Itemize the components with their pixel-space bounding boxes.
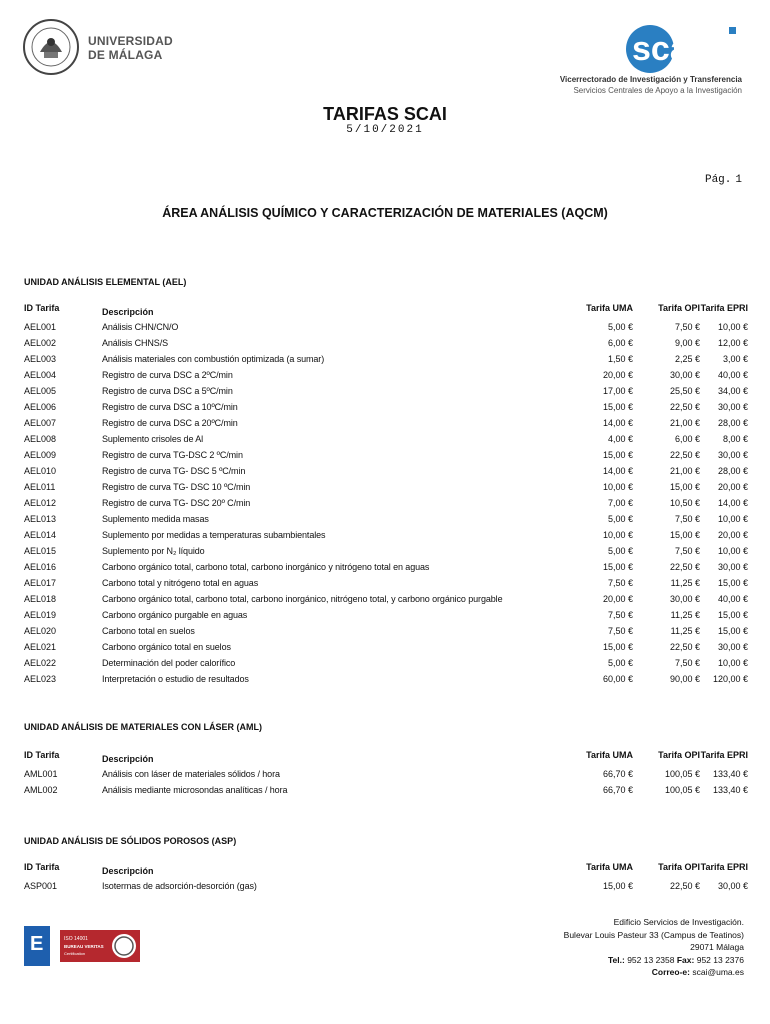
table-row: [24, 782, 748, 798]
cell-id: AML001: [24, 769, 58, 779]
table-row: [24, 319, 748, 335]
cell-description: Registro de curva TG- DSC 10 ºC/min: [102, 482, 251, 492]
cell-tarifa-uma: 5,00 €: [607, 658, 633, 668]
cell-id: AEL016: [24, 562, 57, 572]
cell-id: AEL005: [24, 386, 57, 396]
cell-description: Suplemento crisoles de Al: [102, 434, 204, 444]
cell-tarifa-opi: 90,00 €: [669, 674, 700, 684]
cell-description: Carbono total en suelos: [102, 626, 195, 636]
cell-id: AEL017: [24, 578, 57, 588]
col-opi-header: Tarifa OPI: [658, 862, 700, 872]
cell-id: ASP001: [24, 881, 58, 891]
section-title: UNIDAD ANÁLISIS DE MATERIALES CON LÁSER (AML): [24, 722, 262, 732]
cell-tarifa-uma: 10,00 €: [602, 482, 633, 492]
cell-tarifa-epri: 28,00 €: [717, 418, 748, 428]
cell-description: Suplemento por medidas a temperaturas subambientales: [102, 530, 326, 540]
cell-id: AEL001: [24, 322, 57, 332]
address-line: Bulevar Louis Pasteur 33 (Campus de Teatinos): [563, 929, 744, 940]
cell-tarifa-epri: 12,00 €: [717, 338, 748, 348]
university-seal-logo: [22, 18, 80, 76]
cell-tarifa-epri: 40,00 €: [717, 370, 748, 380]
cert-label: ISO 14001: [64, 936, 88, 942]
cell-id: AEL015: [24, 546, 57, 556]
cell-id: AEL013: [24, 514, 57, 524]
cell-tarifa-uma: 15,00 €: [602, 450, 633, 460]
section-ael: [24, 277, 748, 687]
cell-description: Registro de curva TG- DSC 5 ºC/min: [102, 466, 246, 476]
cell-description: Registro de curva TG-DSC 2 ºC/min: [102, 450, 243, 460]
cell-tarifa-opi: 11,25 €: [670, 610, 700, 620]
document-date: 5/10/2021: [346, 124, 424, 136]
cell-tarifa-uma: 14,00 €: [602, 466, 633, 476]
table-row: [24, 463, 748, 479]
col-epri-header: Tarifa EPRI: [700, 303, 748, 313]
cell-tarifa-opi: 11,25 €: [670, 578, 700, 588]
cell-tarifa-uma: 15,00 €: [602, 642, 633, 652]
cell-tarifa-epri: 14,00 €: [717, 498, 748, 508]
cell-tarifa-epri: 30,00 €: [717, 642, 748, 652]
cell-tarifa-uma: 10,00 €: [602, 530, 633, 540]
cell-id: AEL004: [24, 370, 57, 380]
cell-description: Registro de curva DSC a 2ºC/min: [102, 370, 233, 380]
cell-description: Interpretación o estudio de resultados: [102, 674, 249, 684]
cell-description: Carbono orgánico total en suelos: [102, 642, 231, 652]
cell-tarifa-uma: 5,00 €: [607, 322, 633, 332]
cell-description: Suplemento por N₂ líquido: [102, 546, 205, 556]
cell-tarifa-opi: 30,00 €: [669, 370, 700, 380]
cell-tarifa-uma: 1,50 €: [607, 354, 633, 364]
cell-tarifa-epri: 40,00 €: [717, 594, 748, 604]
table-row: [24, 655, 748, 671]
cell-id: AEL020: [24, 626, 57, 636]
vicerrectorado-block: [560, 74, 742, 96]
cell-tarifa-epri: 10,00 €: [717, 546, 748, 556]
table-row: [24, 607, 748, 623]
table-row: [24, 367, 748, 383]
cell-tarifa-uma: 20,00 €: [602, 370, 633, 380]
cell-description: Análisis con láser de materiales sólidos / hora: [102, 769, 280, 779]
cell-tarifa-opi: 22,50 €: [669, 642, 700, 652]
page-title: TARIFAS SCAI: [323, 104, 447, 124]
cell-tarifa-opi: 22,50 €: [669, 881, 700, 891]
cell-tarifa-epri: 20,00 €: [717, 482, 748, 492]
cell-description: Registro de curva DSC a 20ºC/min: [102, 418, 238, 428]
cell-tarifa-epri: 10,00 €: [717, 514, 748, 524]
cell-tarifa-opi: 22,50 €: [669, 450, 700, 460]
table-row: [24, 511, 748, 527]
cell-description: Carbono orgánico purgable en aguas: [102, 610, 248, 620]
cell-description: Análisis CHNS/S: [102, 338, 169, 348]
cell-description: Carbono total y nitrógeno total en aguas: [102, 578, 259, 588]
cell-tarifa-epri: 34,00 €: [717, 386, 748, 396]
university-name-line1: UNIVERSIDAD: [88, 34, 173, 48]
cell-tarifa-epri: 8,00 €: [722, 434, 748, 444]
cell-tarifa-uma: 15,00 €: [602, 562, 633, 572]
cell-id: AML002: [24, 785, 58, 795]
table-row: [24, 415, 748, 431]
cell-id: AEL018: [24, 594, 57, 604]
page-label: Pág.: [704, 174, 732, 186]
cell-description: Determinación del poder calorífico: [102, 658, 236, 668]
area-title: ÁREA ANÁLISIS QUÍMICO Y CARACTERIZACIÓN DE MATERIALES (AQCM): [162, 206, 608, 220]
cell-id: AEL002: [24, 338, 57, 348]
col-epri-header: Tarifa EPRI: [700, 862, 748, 872]
cell-tarifa-opi: 100,05 €: [664, 769, 700, 779]
email-label: Correo-e:: [651, 967, 690, 977]
cell-description: Análisis CHN/CN/O: [102, 322, 179, 332]
cell-tarifa-opi: 100,05 €: [664, 785, 700, 795]
cell-description: Registro de curva DSC a 5ºC/min: [102, 386, 233, 396]
table-row: [24, 591, 748, 607]
tel-value: 952 13 2358: [627, 954, 675, 965]
email-link[interactable]: scai@uma.es: [692, 967, 744, 977]
cell-id: AEL009: [24, 450, 57, 460]
cell-tarifa-epri: 15,00 €: [717, 626, 748, 636]
cell-tarifa-uma: 60,00 €: [602, 674, 633, 684]
cell-tarifa-epri: 30,00 €: [717, 562, 748, 572]
cell-tarifa-opi: 25,50 €: [669, 386, 700, 396]
cell-id: AEL011: [24, 482, 56, 492]
cell-tarifa-opi: 7,50 €: [674, 514, 700, 524]
col-id-header: ID Tarifa: [24, 862, 60, 872]
cell-tarifa-epri: 30,00 €: [717, 450, 748, 460]
cell-tarifa-uma: 14,00 €: [602, 418, 633, 428]
section-title: UNIDAD ANÁLISIS ELEMENTAL (AEL): [24, 277, 187, 287]
fax-value: 952 13 2376: [696, 954, 744, 965]
vicerrectorado-text: Vicerrectorado de Investigación y Transferencia: [559, 75, 742, 84]
certification-logos: [24, 926, 142, 966]
cell-tarifa-opi: 7,50 €: [674, 658, 700, 668]
cell-tarifa-opi: 7,50 €: [674, 546, 700, 556]
cell-id: AEL006: [24, 402, 57, 412]
table-row: [24, 623, 748, 639]
servicios-text: Servicios Centrales de Apoyo a la Investigación: [573, 86, 742, 95]
cell-tarifa-opi: 10,50 €: [669, 498, 700, 508]
col-uma-header: Tarifa UMA: [586, 862, 633, 872]
cell-description: Registro de curva DSC a 10ºC/min: [102, 402, 238, 412]
cell-tarifa-opi: 22,50 €: [669, 562, 700, 572]
cell-tarifa-uma: 15,00 €: [602, 881, 633, 891]
table-row: [24, 575, 748, 591]
cell-tarifa-opi: 2,25 €: [674, 354, 700, 364]
university-name: [88, 34, 173, 62]
table-row: [24, 351, 748, 367]
cell-tarifa-uma: 20,00 €: [602, 594, 633, 604]
cert-org: BUREAU VERITAS: [64, 944, 104, 949]
cell-id: AEL021: [24, 642, 57, 652]
cell-tarifa-uma: 7,50 €: [607, 610, 633, 620]
university-name-line2: DE MÁLAGA: [88, 48, 163, 62]
scai-logo: [624, 24, 744, 74]
table-header: [24, 750, 748, 766]
table-row: [24, 447, 748, 463]
cell-tarifa-epri: 30,00 €: [717, 881, 748, 891]
col-opi-header: Tarifa OPI: [658, 303, 700, 313]
col-desc-header: Descripción: [102, 307, 154, 317]
table-row: [24, 383, 748, 399]
cell-description: Análisis mediante microsondas analíticas / hora: [102, 785, 288, 795]
page-number: [701, 174, 742, 186]
cell-description: Registro de curva TG- DSC 20º C/min: [102, 498, 251, 508]
cert-sub: Certification: [64, 951, 86, 956]
cell-tarifa-uma: 66,70 €: [602, 769, 633, 779]
cell-description: Análisis materiales con combustión optimizada (a sumar): [102, 354, 325, 364]
cell-id: AEL003: [24, 354, 57, 364]
table-row: [24, 399, 748, 415]
table-header: [24, 303, 748, 319]
cell-tarifa-opi: 21,00 €: [669, 466, 700, 476]
table-row: [24, 559, 748, 575]
table-row: [24, 639, 748, 655]
cell-tarifa-epri: 20,00 €: [717, 530, 748, 540]
phone-line: [564, 954, 744, 967]
col-id-header: ID Tarifa: [24, 750, 60, 760]
cell-tarifa-uma: 66,70 €: [602, 785, 633, 795]
cell-id: AEL023: [24, 674, 57, 684]
cell-tarifa-epri: 120,00 €: [712, 674, 748, 684]
cell-tarifa-uma: 15,00 €: [602, 402, 633, 412]
section-aml: [24, 722, 748, 798]
section-title: UNIDAD ANÁLISIS DE SÓLIDOS POROSOS (ASP): [24, 836, 237, 846]
cell-id: AEL010: [24, 466, 57, 476]
cell-tarifa-opi: 15,00 €: [669, 482, 700, 492]
footer-address: [564, 916, 744, 979]
cell-tarifa-opi: 6,00 €: [674, 434, 700, 444]
cell-tarifa-epri: 15,00 €: [717, 578, 748, 588]
table-row: [24, 766, 748, 782]
tel-label: Tel.:: [607, 954, 625, 965]
col-id-header: ID Tarifa: [24, 303, 60, 313]
cell-tarifa-opi: 30,00 €: [669, 594, 700, 604]
col-opi-header: Tarifa OPI: [658, 750, 700, 760]
col-desc-header: Descripción: [102, 754, 154, 764]
table-row: [24, 671, 748, 687]
section-asp: [24, 836, 748, 894]
table-body: [24, 766, 748, 798]
cell-tarifa-epri: 133,40 €: [712, 785, 748, 795]
table-row: [24, 495, 748, 511]
cell-tarifa-uma: 17,00 €: [602, 386, 633, 396]
address-line: 29071 Málaga: [690, 942, 744, 952]
cell-tarifa-uma: 6,00 €: [607, 338, 633, 348]
table-body: [24, 319, 748, 687]
cell-tarifa-epri: 10,00 €: [717, 322, 748, 332]
col-uma-header: Tarifa UMA: [586, 750, 633, 760]
cell-description: Carbono orgánico total, carbono total, carbono inorgánico y nitrógeno total en aguas: [102, 562, 430, 572]
cell-tarifa-epri: 28,00 €: [717, 466, 748, 476]
table-row: [24, 479, 748, 495]
cell-tarifa-uma: 4,00 €: [607, 434, 633, 444]
table-header: [24, 862, 748, 878]
cell-id: AEL008: [24, 434, 57, 444]
cell-tarifa-epri: 15,00 €: [717, 610, 748, 620]
cell-tarifa-epri: 3,00 €: [722, 354, 748, 364]
table-row: [24, 543, 748, 559]
cell-tarifa-epri: 30,00 €: [717, 402, 748, 412]
cell-tarifa-epri: 10,00 €: [717, 658, 748, 668]
cell-tarifa-uma: 7,50 €: [607, 626, 633, 636]
cell-tarifa-opi: 21,00 €: [669, 418, 700, 428]
cell-tarifa-uma: 5,00 €: [607, 514, 633, 524]
cell-tarifa-uma: 5,00 €: [607, 546, 633, 556]
fax-label: Fax:: [676, 954, 695, 965]
cell-tarifa-uma: 7,00 €: [607, 498, 633, 508]
cell-id: AEL014: [24, 530, 57, 540]
scai-logo-text: scai: [632, 30, 699, 68]
cell-id: AEL019: [24, 610, 57, 620]
col-epri-header: Tarifa EPRI: [700, 750, 748, 760]
cell-tarifa-opi: 9,00 €: [674, 338, 700, 348]
col-uma-header: Tarifa UMA: [586, 303, 633, 313]
table-row: [24, 431, 748, 447]
table-row: [24, 878, 748, 894]
cell-description: Carbono orgánico total, carbono total, carbono inorgánico, nitrógeno total, y carbono orgánico purgable: [102, 594, 503, 604]
cell-tarifa-uma: 7,50 €: [607, 578, 633, 588]
page-value: 1: [735, 174, 742, 186]
email-line: [564, 966, 744, 979]
cell-id: AEL022: [24, 658, 57, 668]
svg-text:E: E: [30, 933, 44, 955]
cell-description: Suplemento medida masas: [102, 514, 209, 524]
address-line: Edificio Servicios de Investigación.: [613, 917, 744, 927]
table-body: [24, 878, 748, 894]
cell-tarifa-opi: 7,50 €: [674, 322, 700, 332]
table-row: [24, 335, 748, 351]
cell-tarifa-epri: 133,40 €: [712, 769, 748, 779]
cell-tarifa-opi: 15,00 €: [669, 530, 700, 540]
table-row: [24, 527, 748, 543]
col-desc-header: Descripción: [102, 866, 154, 876]
cell-id: AEL007: [24, 418, 57, 428]
cell-tarifa-opi: 11,25 €: [670, 626, 700, 636]
cell-description: Isotermas de adsorción-desorción (gas): [102, 881, 257, 891]
cell-tarifa-opi: 22,50 €: [669, 402, 700, 412]
cell-id: AEL012: [24, 498, 57, 508]
